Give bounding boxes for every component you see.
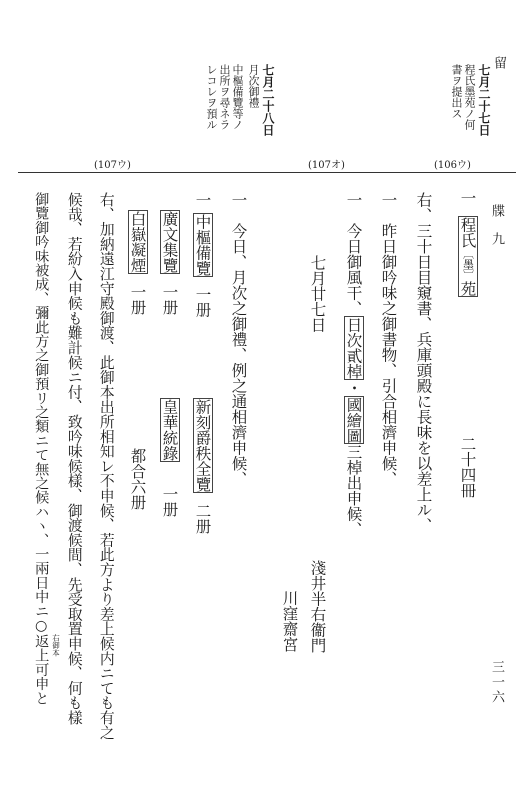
item-marker: 一 bbox=[458, 190, 477, 206]
folio-mark: (107ウ) bbox=[94, 160, 131, 171]
header-rule bbox=[18, 172, 516, 173]
title-part: 程氏 bbox=[458, 216, 477, 248]
margin-note-line: 月次御禮 bbox=[247, 64, 260, 108]
margin-note-line: レコレヲ預ル bbox=[205, 64, 218, 130]
boxed-term: 日次貳棹 bbox=[344, 317, 363, 379]
text-segment: 一 今日御風干、 bbox=[344, 192, 363, 316]
text-segment: ・ bbox=[344, 380, 363, 396]
text-column bbox=[161, 398, 177, 517]
margin-note-line: 書ヲ提出ス bbox=[450, 64, 463, 119]
text-segment: 三棹出申候、 bbox=[344, 444, 363, 537]
folio-mark: (106ウ) bbox=[434, 160, 471, 171]
title-annotation: 〔墨〕 bbox=[461, 247, 475, 281]
volume-count: 二册 bbox=[193, 503, 212, 534]
volume-count: 一册 bbox=[193, 286, 212, 318]
text-column bbox=[34, 192, 48, 705]
margin-note-line: 出所ヲ尋ネラ bbox=[218, 64, 231, 130]
volume-count: 一册 bbox=[160, 486, 179, 517]
page-number: 三一六 bbox=[489, 660, 504, 705]
text-column bbox=[194, 398, 210, 534]
item-marker: 一 bbox=[193, 192, 212, 208]
margin-note-line: 中樞備覽等ノ bbox=[231, 64, 244, 130]
margin-note-date: 七月二十七日 bbox=[477, 64, 491, 136]
text-segment: 返上可申と bbox=[33, 634, 50, 705]
margin-note-line: 程氏墨苑ノ何 bbox=[463, 64, 476, 130]
book-title-box: 中樞備覽 bbox=[193, 213, 212, 276]
text-column: 一 今日、月次之御禮、例之通相濟申候、 bbox=[229, 192, 248, 487]
total-count: 都合六册 bbox=[128, 448, 147, 510]
text-column bbox=[161, 210, 177, 315]
text-column: 右、加納遠江守殿御渡、此御本出所相知レ不申候、若此方より差上候内ニても有之 bbox=[97, 192, 115, 740]
text-column bbox=[459, 190, 475, 297]
title-part: 苑 bbox=[458, 280, 477, 296]
signature-name: 淺井半右衞門 bbox=[308, 560, 327, 653]
text-column bbox=[345, 192, 361, 537]
text-column: 候哉、若紛入申候も難計候ニ付、致吟味候樣、御渡候間、先受取置申候、何も樣 bbox=[65, 192, 83, 725]
header-char-2: 牒 bbox=[489, 204, 504, 218]
interlinear-note: 右御本 bbox=[51, 634, 61, 657]
insertion-mark: ○ bbox=[33, 618, 50, 634]
text-segment: 御覽御吟味被成、彌此方之御預リ之類ニて無之候ハヽ、一兩日中ニ bbox=[33, 192, 50, 618]
volume-count: 一册 bbox=[160, 284, 179, 315]
header-char-3: 九 bbox=[489, 232, 504, 246]
folio-mark: (107オ) bbox=[308, 160, 345, 171]
book-title-box: 皇華統錄 bbox=[160, 399, 179, 461]
book-title-box: 白嶽凝煙 bbox=[128, 211, 147, 273]
book-title-box bbox=[458, 216, 478, 298]
page-header-kanji bbox=[490, 56, 506, 83]
volume-count: 二十四冊 bbox=[458, 436, 477, 498]
volume-count: 一册 bbox=[128, 284, 147, 315]
header-char: 留 bbox=[491, 56, 506, 83]
text-column bbox=[194, 192, 210, 318]
text-column: 一 昨日御吟味之御書物、引合相濟申候、 bbox=[379, 192, 398, 487]
date-line: 七月廿七日 bbox=[308, 255, 327, 333]
book-title-box: 新刻爵秩全覽 bbox=[193, 399, 212, 492]
text-column: 右、三十日目窺書、兵庫頭殿に長味を以差上ル、 bbox=[414, 192, 433, 533]
book-title-box: 廣文集覽 bbox=[160, 211, 179, 273]
boxed-term: 國繪圖 bbox=[344, 396, 363, 443]
signature-name: 川窪齋宮 bbox=[280, 590, 299, 652]
text-column bbox=[129, 210, 145, 315]
margin-note-date: 七月二十八日 bbox=[261, 64, 275, 136]
